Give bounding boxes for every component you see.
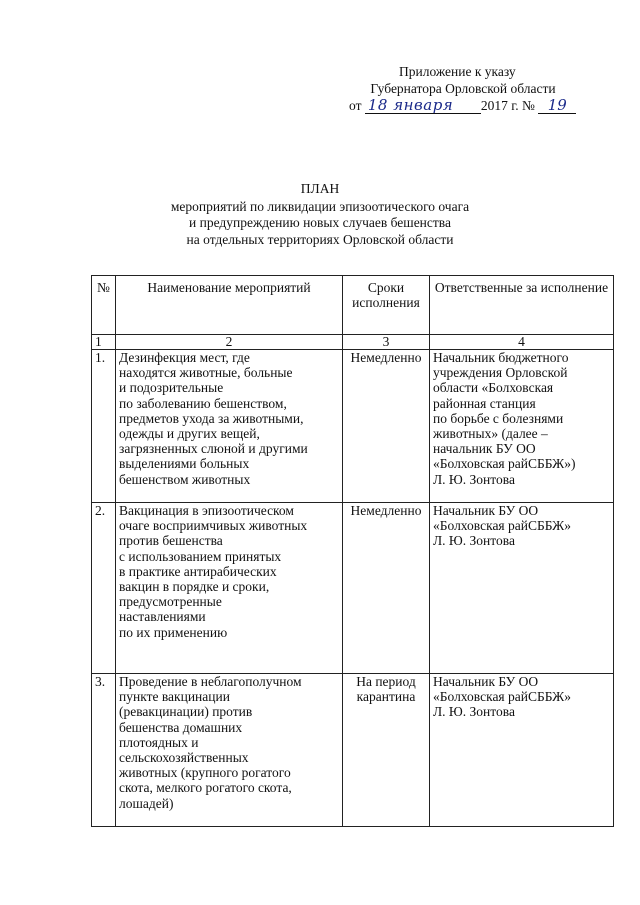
table-row [92, 674, 614, 827]
table-row [92, 503, 614, 674]
row-number: 3. [92, 674, 116, 827]
document-title-block [120, 181, 520, 248]
column-number-row [92, 335, 614, 350]
table-header-row [92, 276, 614, 335]
document-heading: ПЛАН [300, 181, 340, 196]
header-responsible: Ответственные за исполнение [430, 276, 614, 335]
header-num: № [92, 276, 116, 335]
appendix-from-label: от [349, 98, 362, 113]
measures-table [91, 275, 614, 827]
column-number: 4 [430, 335, 614, 350]
header-name: Наименование мероприятий [116, 276, 343, 335]
appendix-block [343, 63, 583, 114]
measure-deadline: Немедленно [343, 503, 430, 674]
header-dates: Сроки исполнения [343, 276, 430, 335]
row-number: 2. [92, 503, 116, 674]
measure-name: Проведение в неблагополучном пункте вакцинации (ревакцинации) против бешенства домашних плотоядных и сельскохозяйственных животных (крупного рогатого скота, мелкого рогатого скота, лошадей) [116, 674, 343, 827]
column-number: 3 [343, 335, 430, 350]
column-number: 2 [116, 335, 343, 350]
document-subtitle-line2: и предупреждению новых случаев бешенства [189, 215, 451, 231]
measure-deadline: Немедленно [343, 350, 430, 503]
measure-deadline: На период карантина [343, 674, 430, 827]
measure-name: Вакцинация в эпизоотическом очаге восприимчивых животных против бешенства с использованием принятых в практике антирабических вакцин в порядке и сроки, предусмотренные наставлениями по их применению [116, 503, 343, 674]
appendix-title: Приложение к указу [399, 64, 516, 79]
measure-name: Дезинфекция мест, где находятся животные, больные и подозрительные по заболеванию бешенством, предметов ухода за животными, одежды и других вещей, загрязненных слюной и другими выделениями больных бешенством животных [116, 350, 343, 503]
table-row [92, 350, 614, 503]
appendix-date-line [343, 97, 583, 114]
appendix-authority: Губернатора Орловской области [370, 81, 556, 96]
measure-responsible: Начальник бюджетного учреждения Орловской области «Болховская районная станция по борьбе с болезнями животных» (далее – начальник БУ ОО «Болховская райСББЖ») Л. Ю. Зонтова [430, 350, 614, 503]
handwritten-date: 18 января [365, 98, 481, 114]
document-subtitle-line1: мероприятий по ликвидации эпизоотического очага [170, 199, 470, 215]
document-subtitle-line3: на отдельных территориях Орловской области [186, 231, 454, 247]
appendix-year-label: 2017 г. № [480, 98, 535, 113]
measure-responsible: Начальник БУ ОО «Болховская райСББЖ» Л. Ю. Зонтова [430, 503, 614, 674]
measure-responsible: Начальник БУ ОО «Болховская райСББЖ» Л. Ю. Зонтова [430, 674, 614, 827]
column-number: 1 [92, 335, 116, 350]
handwritten-number: 19 [538, 98, 576, 114]
row-number: 1. [92, 350, 116, 503]
